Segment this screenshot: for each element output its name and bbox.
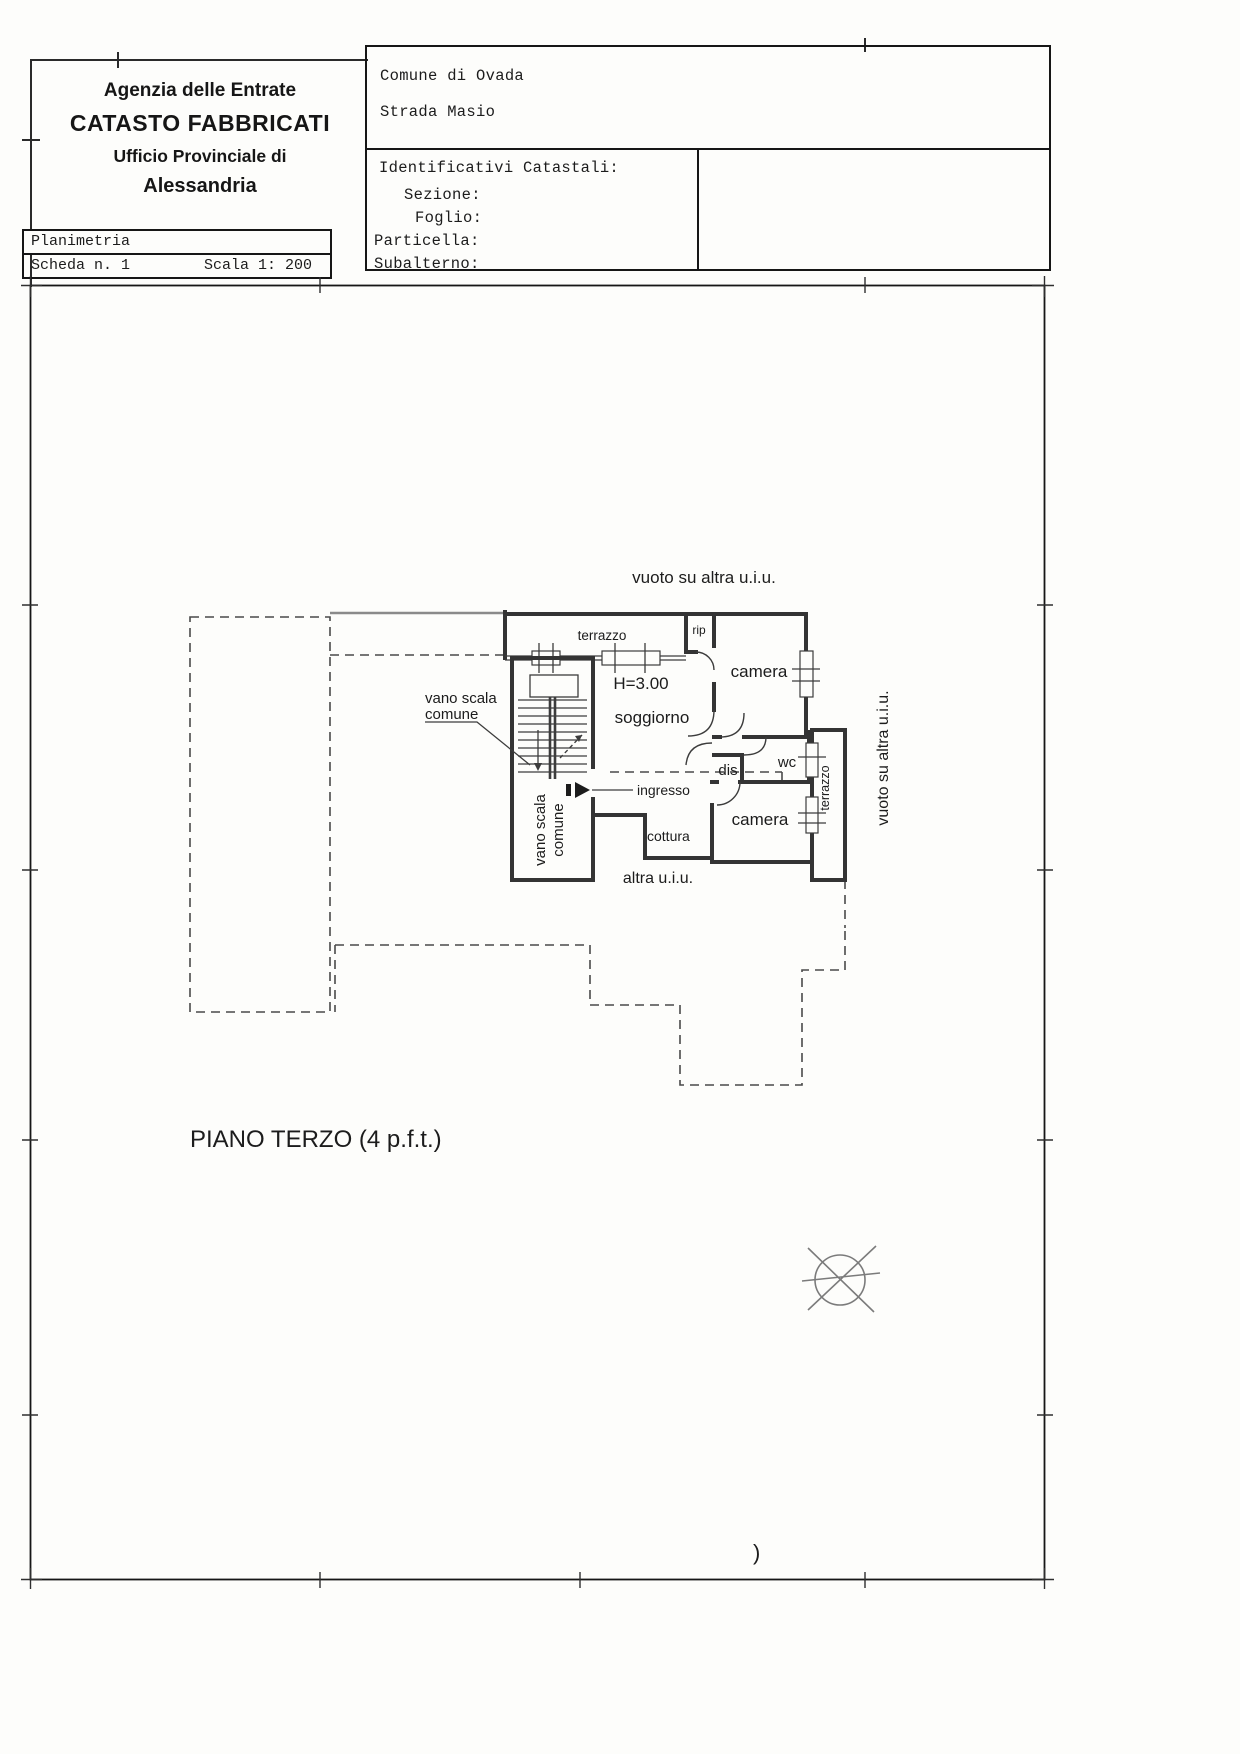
label-vuoto-right: vuoto su altra u.i.u. — [875, 690, 892, 826]
label-terrazzo-top: terrazzo — [577, 628, 627, 643]
label-vuoto-top: vuoto su altra u.i.u. — [632, 568, 776, 587]
label-terrazzo-right: terrazzo — [818, 765, 832, 811]
dashed-footprint — [190, 613, 845, 1085]
top-band-line — [30, 59, 368, 61]
registration-tick — [117, 52, 119, 68]
label-vano-scala-1: vano scala — [425, 690, 497, 707]
label-vano-scala-vert-2: comune — [550, 803, 567, 857]
comune-label: Comune di Ovada — [380, 67, 525, 85]
floor-plan-drawing — [20, 275, 1055, 1590]
idbox-horizontal-divider — [367, 148, 1049, 150]
floor-title: PIANO TERZO (4 p.f.t.) — [190, 1126, 442, 1153]
sheet-scale: Scala 1: 200 — [204, 257, 313, 274]
registry-title: CATASTO FABBRICATI — [69, 110, 331, 136]
agency-header — [52, 80, 348, 198]
label-vano-scala-vert-1: vano scala — [532, 794, 549, 866]
entrance-arrow-icon — [566, 782, 633, 798]
label-rip: rip — [692, 623, 706, 637]
label-altra-uiu: altra u.i.u. — [622, 870, 694, 887]
field-sezione: Sezione: — [404, 186, 481, 204]
label-dis: dis — [718, 762, 738, 779]
label-cottura: cottura — [647, 828, 690, 844]
registration-tick — [22, 139, 40, 141]
province-name: Alessandria — [143, 175, 257, 197]
label-camera-bottom: camera — [731, 810, 789, 829]
field-particella: Particella: — [374, 232, 480, 250]
idbox-vertical-divider — [697, 148, 699, 271]
cadastral-id-box — [365, 45, 1051, 271]
label-wc: wc — [777, 754, 797, 771]
frame-ticks — [21, 276, 1054, 1589]
label-height: H=3.00 — [613, 674, 669, 693]
label-camera-top: camera — [730, 662, 788, 681]
street-label: Strada Masio — [380, 103, 496, 121]
sheet-number: Scheda n. 1 — [31, 257, 131, 274]
office-line: Ufficio Provinciale di — [113, 146, 287, 166]
agency-name: Agenzia delle Entrate — [103, 80, 297, 101]
sheet-info-box — [22, 229, 332, 279]
scan-artifact-mark: ) — [753, 1540, 761, 1565]
sheet-type: Planimetria — [22, 229, 332, 255]
vano-scala-leader-line — [425, 722, 530, 765]
label-vano-scala-2: comune — [425, 706, 479, 723]
label-soggiorno: soggiorno — [614, 708, 690, 727]
field-subalterno: Subalterno: — [374, 255, 480, 273]
identifiers-title: Identificativi Catastali: — [379, 159, 620, 177]
label-ingresso: ingresso — [637, 782, 690, 798]
stamp-mark-icon — [802, 1246, 880, 1312]
drawing-frame — [31, 286, 1045, 1580]
field-foglio: Foglio: — [415, 209, 483, 227]
